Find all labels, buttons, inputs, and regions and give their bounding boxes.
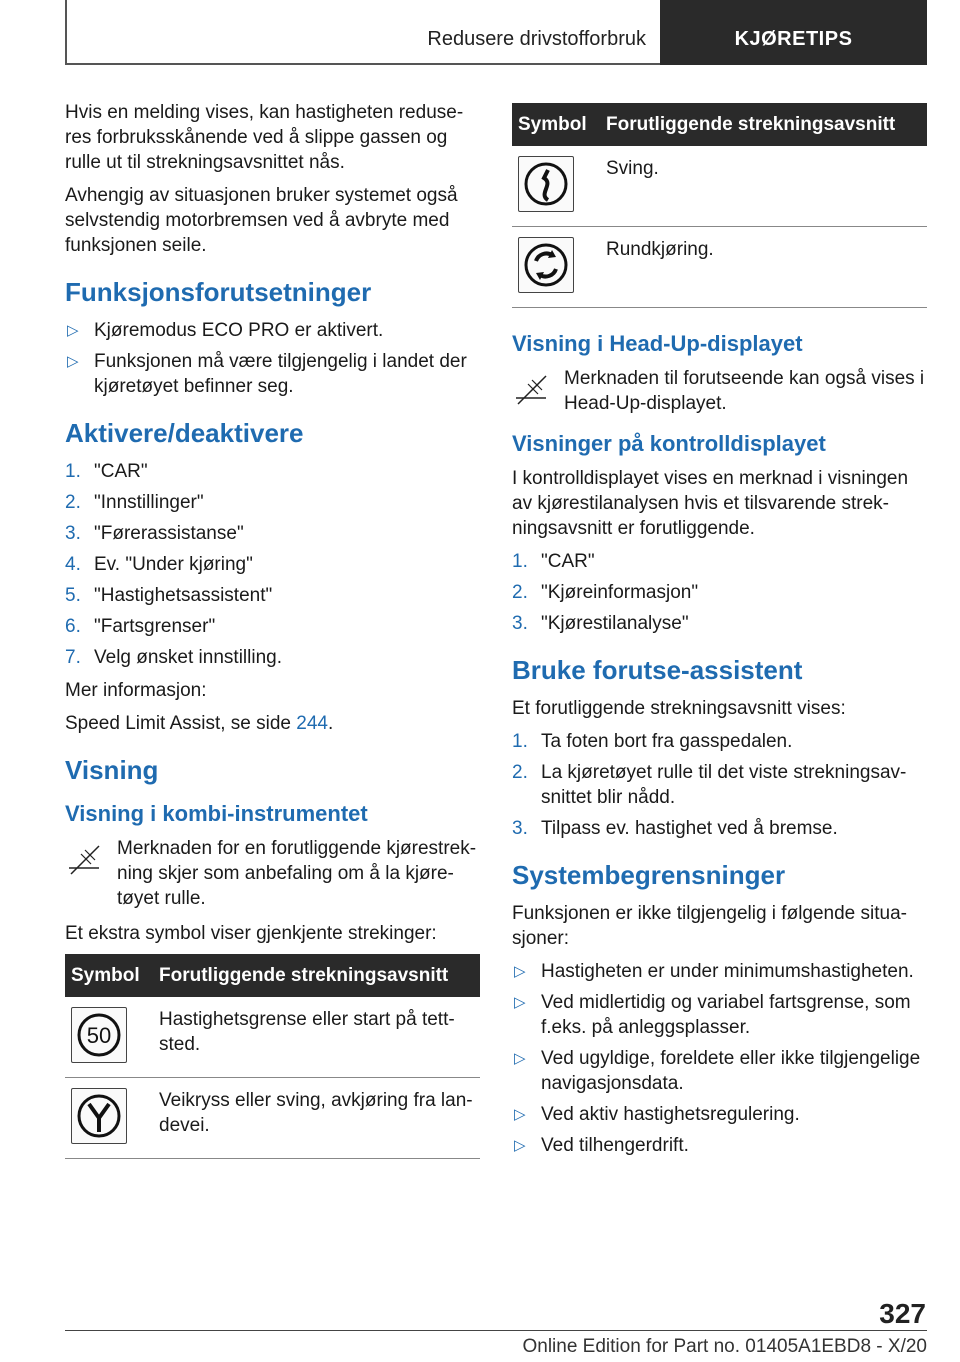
activation-steps	[65, 459, 480, 670]
step-item: 2. La kjøretøyet rulle til det viste strekningsav-snittet blir nådd.	[512, 762, 907, 808]
more-info-label: Mer informasjon:	[65, 680, 207, 701]
table-header-section: Forutliggende strekningsavsnitt	[153, 954, 480, 997]
triangle-bullet-icon: ▷	[67, 322, 79, 339]
chapter-tab[interactable]: KJØRETIPS	[660, 0, 927, 65]
speed-50-icon	[71, 1007, 127, 1063]
intro-paragraph-2: Avhengig av situasjonen bruker systemet også selvstendig motorbremsen ved å avbryte med funksjonen seile.	[65, 185, 458, 256]
requirements-list	[65, 318, 480, 399]
heading-aktivere-deaktivere: Aktivere/deaktivere	[65, 418, 304, 448]
step-item: 1. Ta foten bort fra gasspedalen.	[512, 731, 793, 752]
extra-symbol-text: Et ekstra symbol viser gjenkjente strekinger:	[65, 923, 437, 944]
step-item: 3. "Førerassistanse"	[65, 523, 244, 544]
page-number: 327	[879, 1298, 926, 1329]
heading-visning: Visning	[65, 755, 159, 785]
left-column	[65, 100, 480, 1159]
step-item: 3. "Kjørestilanalyse"	[512, 613, 689, 634]
triangle-bullet-icon: ▷	[514, 1050, 526, 1067]
list-item: ▷ Ved midlertidig og variabel fartsgrense, som f.eks. på anleggsplasser.	[514, 992, 911, 1038]
hud-note: Merknaden til forutseende kan også vises i Head-Up-displayet.	[512, 366, 927, 416]
table-row: Rundkjøring.	[512, 227, 927, 308]
table-header-section: Forutliggende strekningsavsnitt	[600, 103, 927, 146]
table-header-symbol: Symbol	[512, 103, 600, 146]
step-item: 3. Tilpass ev. hastighet ved å bremse.	[512, 818, 838, 839]
bruke-paragraph: Et forutliggende strekningsavsnitt vises:	[512, 698, 846, 719]
footer-divider	[65, 1330, 927, 1331]
ctrl-paragraph: I kontrolldisplayet vises en merknad i visningen av kjørestilanalysen hvis et tilsvarende strek-ningsavsnitt er forutliggende.	[512, 468, 909, 539]
step-item: 2. "Innstillinger"	[65, 492, 204, 513]
list-item: ▷ Ved ugyldige, foreldete eller ikke tilgjengelige navigasjonsdata.	[514, 1048, 921, 1094]
heading-bruke: Bruke forutse-assistent	[512, 655, 803, 685]
heading-kombi: Visning i kombi-instrumentet	[65, 801, 368, 826]
list-item: ▷ Ved tilhengerdrift.	[514, 1135, 689, 1156]
sys-paragraph: Funksjonen er ikke tilgjengelig i følgende situa-sjoner:	[512, 903, 907, 949]
triangle-bullet-icon: ▷	[67, 353, 79, 370]
heading-kontrolldisplay: Visninger på kontrolldisplayet	[512, 431, 826, 456]
ctrl-steps	[512, 549, 927, 636]
list-item: ▷ Hastigheten er under minimumshastigheten.	[514, 961, 914, 982]
table-row: Veikryss eller sving, avkjøring fra lan-devei.	[65, 1078, 480, 1159]
intro-paragraph-1: Hvis en melding vises, kan hastigheten reduse-res forbruksskånende ved å slippe gassen og rulle ut til strekningsavsnittet nås.	[65, 102, 464, 173]
triangle-bullet-icon: ▷	[514, 1137, 526, 1154]
table-row: Sving.	[512, 146, 927, 227]
step-item: 4. Ev. "Under kjøring"	[65, 554, 253, 575]
triangle-bullet-icon: ▷	[514, 963, 526, 980]
more-info-ref: Speed Limit Assist, se side 244.	[65, 713, 334, 734]
limitations-list	[512, 959, 927, 1158]
svg-text:50: 50	[86, 1023, 112, 1048]
step-item: 1. "CAR"	[512, 551, 595, 572]
step-item: 2. "Kjøreinformasjon"	[512, 582, 699, 603]
list-item: ▷ Kjøremodus ECO PRO er aktivert.	[67, 320, 384, 341]
note-arrow-icon	[65, 838, 103, 878]
list-item: ▷ Funksjonen må være tilgjengelig i landet der kjøretøyet befinner seg.	[67, 351, 467, 397]
right-column	[512, 103, 927, 1166]
bruke-steps	[512, 729, 927, 841]
step-item: 7. Velg ønsket innstilling.	[65, 647, 282, 668]
step-item: 6. "Fartsgrenser"	[65, 616, 216, 637]
edition-text: Online Edition for Part no. 01405A1EBD8 - X/20	[522, 1336, 927, 1357]
curve-icon	[518, 156, 574, 212]
section-title: Redusere drivstofforbruk	[427, 28, 646, 50]
page-link[interactable]: 244	[296, 713, 328, 734]
roundabout-icon	[518, 237, 574, 293]
triangle-bullet-icon: ▷	[514, 1106, 526, 1123]
step-item: 1. "CAR"	[65, 461, 148, 482]
table-row: 50 Hastighetsgrense eller start på tett-sted.	[65, 997, 480, 1078]
kombi-note: Merknaden for en forutliggende kjørestrek-ning skjer som anbefaling om å la kjøre-tøyet rulle.	[65, 836, 480, 911]
symbol-table-left	[65, 954, 480, 1159]
triangle-bullet-icon: ▷	[514, 994, 526, 1011]
step-item: 5. "Hastighetsassistent"	[65, 585, 273, 606]
note-arrow-icon	[512, 368, 550, 408]
junction-icon	[71, 1088, 127, 1144]
heading-funksjonsforutsetninger: Funksjonsforutsetninger	[65, 277, 372, 307]
heading-hud: Visning i Head-Up-displayet	[512, 331, 803, 356]
table-header-symbol: Symbol	[65, 954, 153, 997]
list-item: ▷ Ved aktiv hastighetsregulering.	[514, 1104, 800, 1125]
symbol-table-right	[512, 103, 927, 308]
heading-systembegrensninger: Systembegrensninger	[512, 860, 786, 890]
